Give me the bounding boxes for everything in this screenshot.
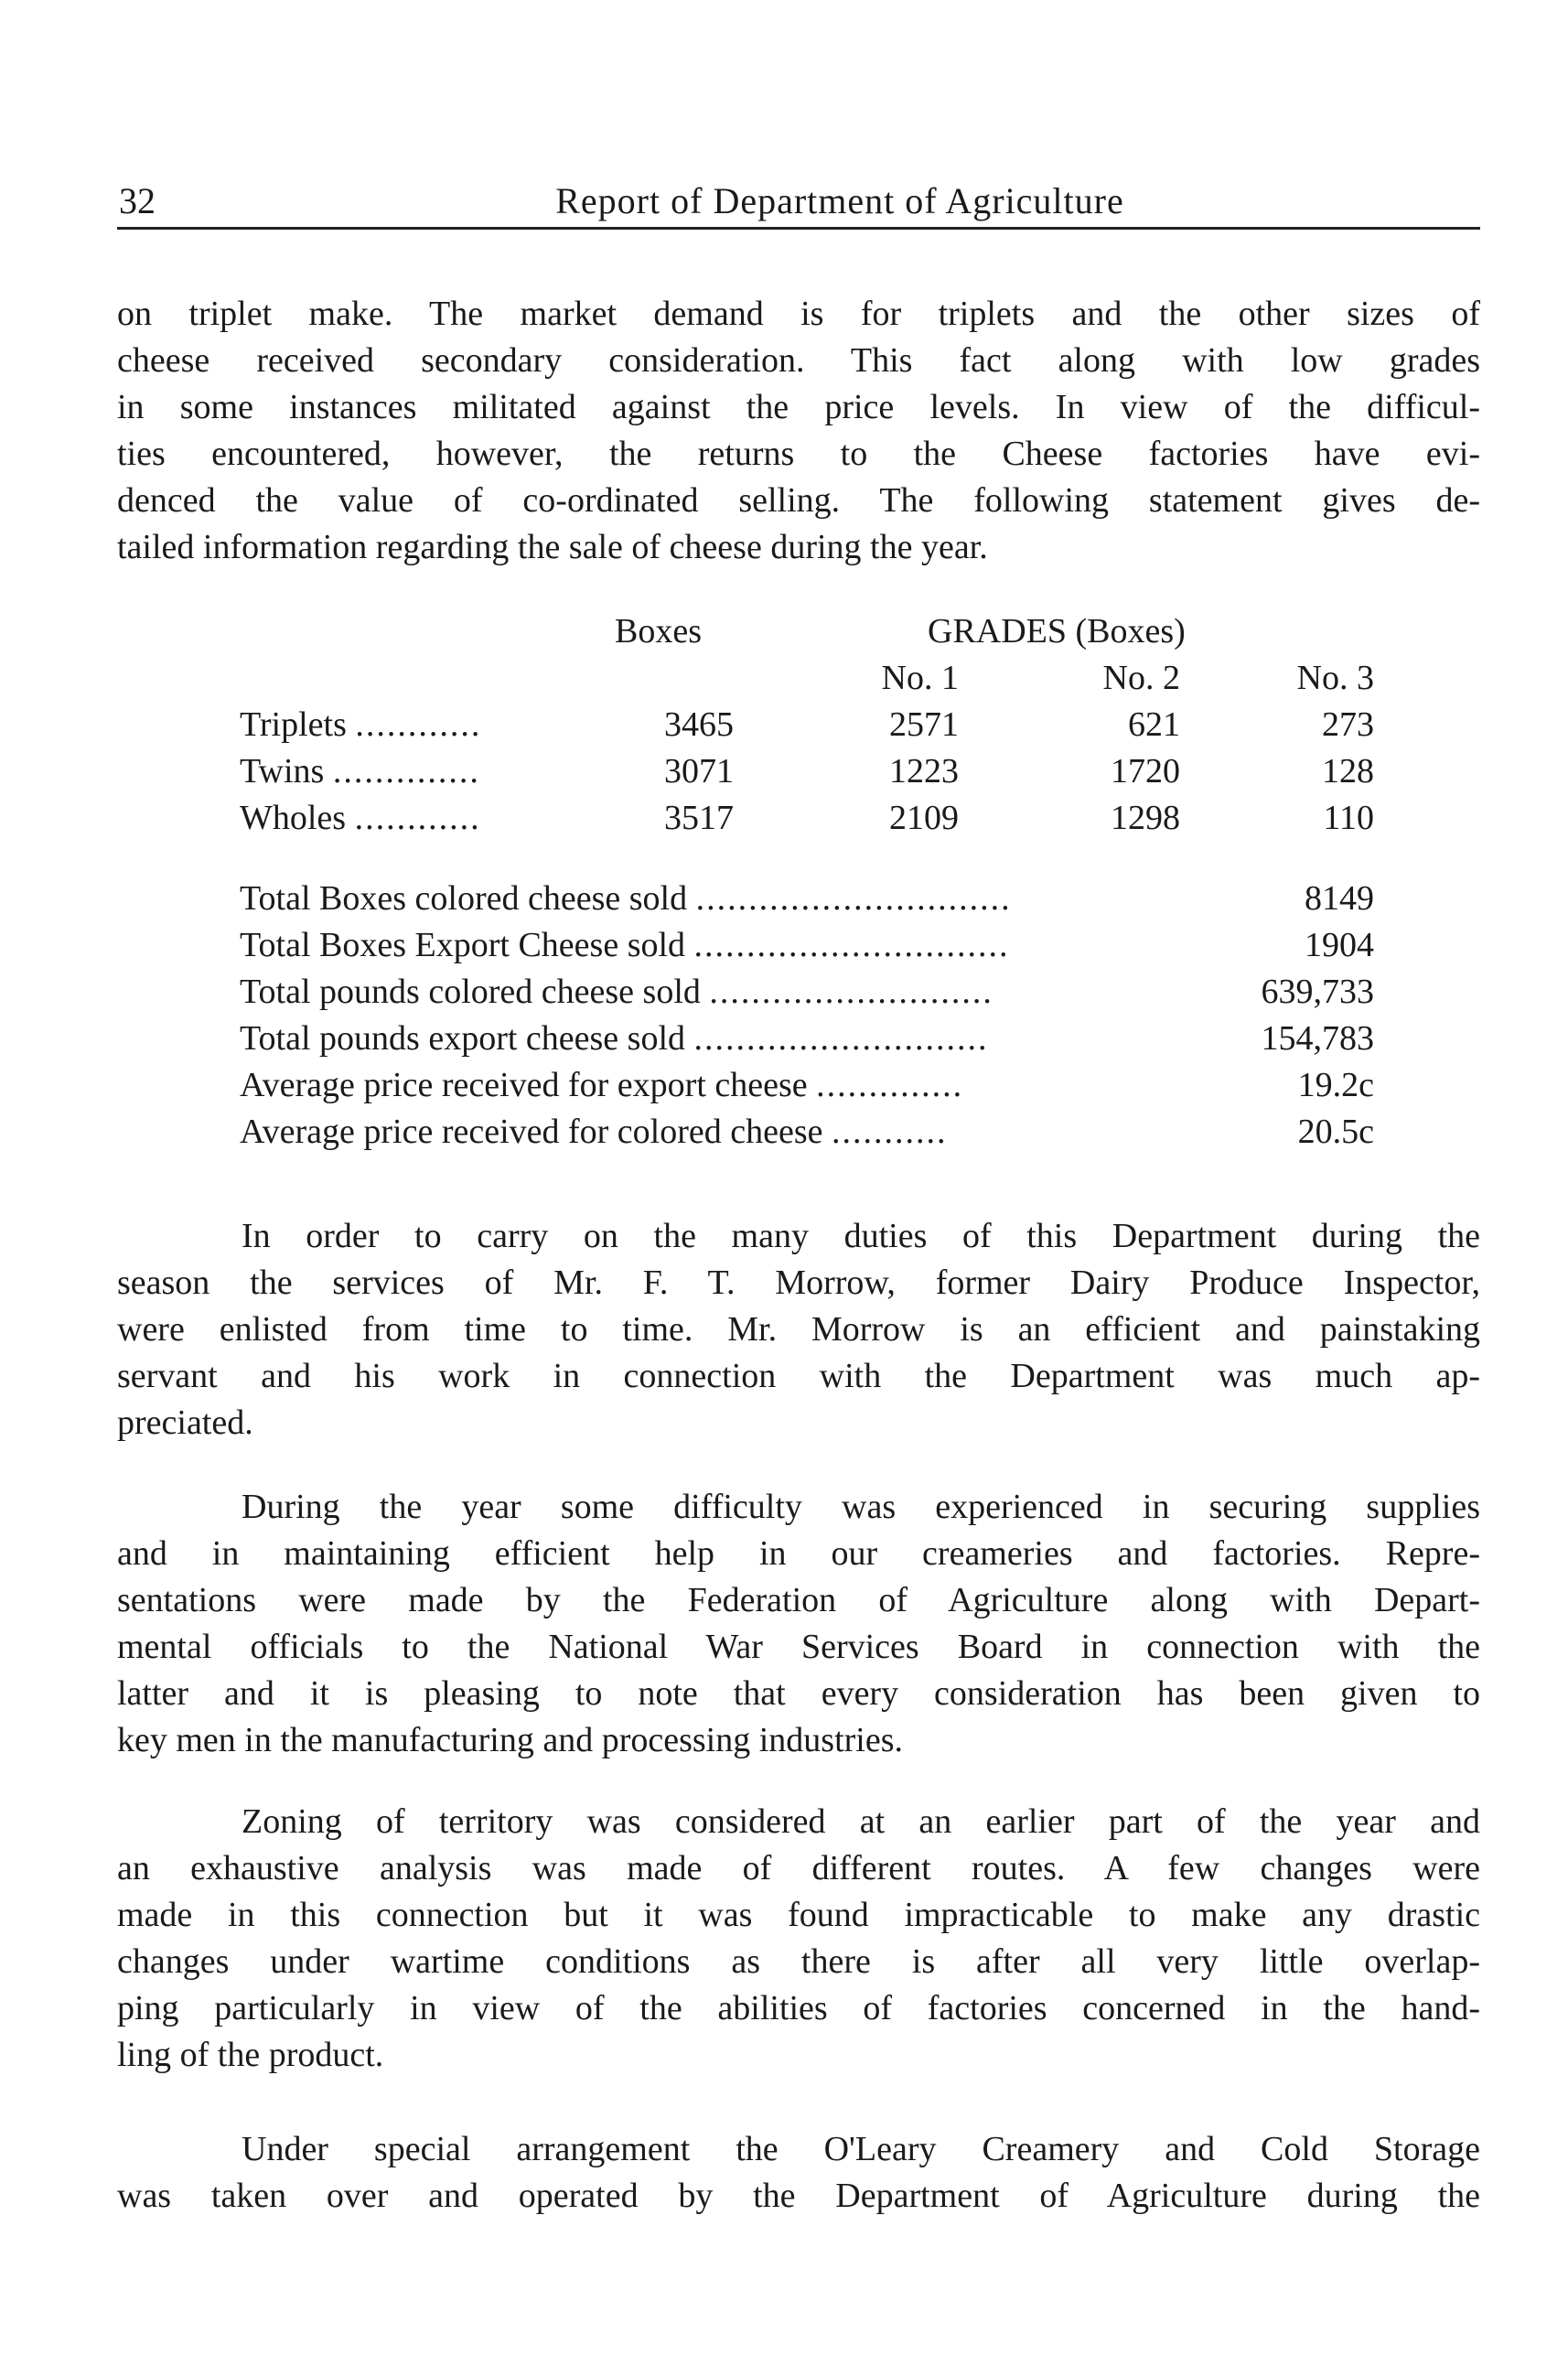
totals-label-text: Average price received for colored cheese	[240, 1113, 823, 1151]
totals-label	[240, 1112, 948, 1152]
boxes-value: 3465	[664, 705, 734, 744]
totals-label-text: Total pounds export cheese sold	[240, 1019, 686, 1058]
totals-label-text: Total Boxes colored cheese sold	[240, 879, 688, 918]
totals-label	[240, 878, 1012, 919]
text-line: During the year some difficulty was experienced in securing supplies	[242, 1488, 1480, 1526]
text-line: made in this connection but it was found impracticable to make any drastic	[117, 1896, 1480, 1934]
totals-list	[240, 878, 1374, 1158]
totals-value: 1904	[1305, 926, 1374, 964]
text-line: ties encountered, however, the returns to the Cheese factories have evi-	[117, 435, 1480, 473]
totals-value: 20.5c	[1297, 1113, 1374, 1151]
text-line: and in maintaining efficient help in our creameries and factories. Repre-	[117, 1534, 1480, 1573]
no3-value: 273	[1322, 705, 1374, 744]
paragraph-oleary	[117, 2126, 1480, 2220]
no2-value: 1720	[1111, 752, 1180, 790]
totals-row	[240, 1018, 1374, 1065]
totals-row	[240, 972, 1374, 1018]
text-line: Zoning of territory was considered at an earlier part of the year and	[242, 1802, 1480, 1841]
no3-value: 110	[1323, 799, 1374, 837]
totals-label	[240, 1018, 989, 1059]
text-line: an exhaustive analysis was made of different routes. A few changes were	[117, 1849, 1480, 1887]
page-number: 32	[119, 180, 156, 221]
paragraph-supplies	[117, 1484, 1480, 1764]
totals-label-text: Total Boxes Export Cheese sold	[240, 926, 686, 964]
dot-leader: ............	[354, 799, 481, 837]
text-line: changes under wartime conditions as there is after all very little overlap-	[117, 1942, 1480, 1981]
totals-value: 639,733	[1261, 973, 1374, 1011]
no3-value: 128	[1322, 752, 1374, 790]
totals-row	[240, 925, 1374, 972]
boxes-value: 3071	[664, 752, 734, 790]
text-line: In order to carry on the many duties of this Department during the	[242, 1217, 1480, 1255]
totals-row	[240, 878, 1374, 925]
dot-leader: ..............	[816, 1066, 964, 1104]
text-line: in some instances militated against the price levels. In view of the difficul-	[117, 388, 1480, 426]
page-header	[117, 179, 1480, 234]
running-head: Report of Department of Agriculture	[555, 180, 1124, 221]
totals-label-text: Total pounds colored cheese sold	[240, 973, 701, 1011]
text-line: ling of the product.	[117, 2036, 384, 2074]
no1-value: 2571	[889, 705, 959, 744]
row-label-text: Wholes	[240, 799, 347, 837]
text-line: season the services of Mr. F. T. Morrow, former Dairy Produce Inspector,	[117, 1264, 1480, 1302]
row-label-twins	[240, 751, 480, 791]
dot-leader: ............	[355, 705, 482, 744]
totals-row	[240, 1112, 1374, 1158]
dot-leader: ...........	[832, 1113, 948, 1151]
boxes-value: 3517	[664, 799, 734, 837]
grade-column-no1: No. 1	[881, 659, 959, 697]
boxes-column-header: Boxes	[615, 612, 702, 651]
text-line: servant and his work in connection with the Department was much ap-	[117, 1357, 1480, 1395]
dot-leader: ..............................	[695, 879, 1012, 918]
dot-leader: ...........................	[709, 973, 993, 1011]
intro-paragraph	[117, 291, 1480, 571]
row-label-text: Triplets	[240, 705, 347, 744]
totals-row	[240, 1065, 1374, 1112]
text-line: tailed information regarding the sale of cheese during the year.	[117, 528, 988, 566]
totals-value: 19.2c	[1297, 1066, 1374, 1104]
grades-table	[240, 611, 1374, 858]
dot-leader: ............................	[693, 1019, 989, 1058]
row-label-text: Twins	[240, 752, 325, 790]
totals-value: 8149	[1305, 879, 1374, 918]
grade-column-no3: No. 3	[1296, 659, 1374, 697]
text-line: cheese received secondary consideration. This fact along with low grades	[117, 341, 1480, 380]
paragraph-zoning	[117, 1799, 1480, 2079]
text-line: on triplet make. The market demand is for triplets and the other sizes of	[117, 295, 1480, 333]
paragraph-staff	[117, 1213, 1480, 1446]
grade-column-no2: No. 2	[1102, 659, 1180, 697]
text-line: Under special arrangement the O'Leary Creamery and Cold Storage	[242, 2130, 1480, 2168]
no2-value: 621	[1128, 705, 1180, 744]
row-label-wholes	[240, 798, 481, 838]
no2-value: 1298	[1111, 799, 1180, 837]
totals-label	[240, 972, 993, 1012]
text-line: was taken over and operated by the Department of Agriculture during the	[117, 2177, 1480, 2215]
text-line: were enlisted from time to time. Mr. Morrow is an efficient and painstaking	[117, 1310, 1480, 1349]
totals-label	[240, 1065, 963, 1105]
header-rule	[117, 227, 1480, 230]
totals-label	[240, 925, 1010, 965]
text-line: preciated.	[117, 1403, 253, 1442]
text-line: key men in the manufacturing and processing industries.	[117, 1721, 904, 1759]
text-line: latter and it is pleasing to note that every consideration has been given to	[117, 1674, 1480, 1713]
grades-column-header: GRADES (Boxes)	[928, 612, 1186, 651]
text-line: ping particularly in view of the abilities of factories concerned in the hand-	[117, 1989, 1480, 2027]
no1-value: 1223	[889, 752, 959, 790]
dot-leader: ..............................	[693, 926, 1010, 964]
totals-value: 154,783	[1261, 1019, 1374, 1058]
row-label-triplets	[240, 704, 481, 745]
text-line: sentations were made by the Federation of Agriculture along with Depart-	[117, 1581, 1480, 1619]
totals-label-text: Average price received for export cheese	[240, 1066, 808, 1104]
dot-leader: ..............	[332, 752, 480, 790]
no1-value: 2109	[889, 799, 959, 837]
text-line: mental officials to the National War Services Board in connection with the	[117, 1628, 1480, 1666]
text-line: denced the value of co-ordinated selling. The following statement gives de-	[117, 481, 1480, 520]
